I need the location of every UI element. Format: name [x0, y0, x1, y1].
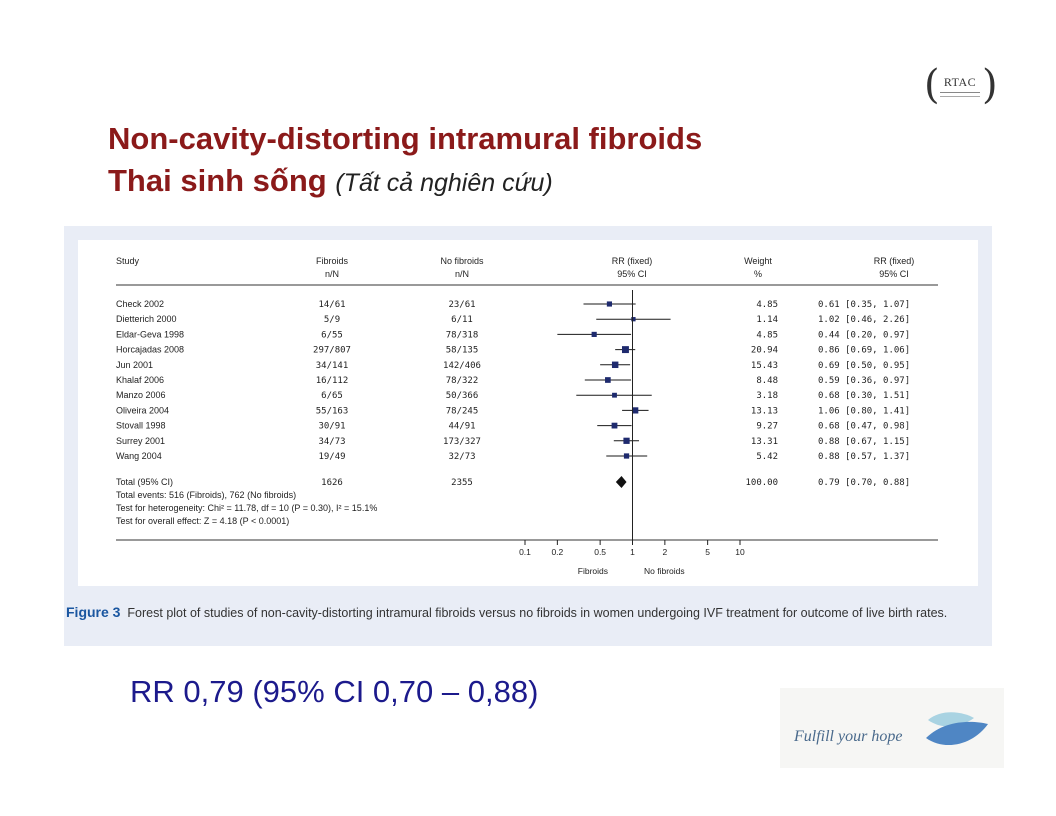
study-fibroids: 5/9 — [323, 315, 341, 326]
total-label: Total (95% CI) — [116, 477, 174, 487]
study-fibroids: 34/141 — [315, 360, 349, 371]
figure-caption — [66, 602, 988, 623]
study-name: Jun 2001 — [116, 359, 154, 370]
brand-box — [780, 688, 1004, 768]
study-weight: 20.94 — [750, 345, 778, 356]
logo-right-paren: ) — [982, 62, 998, 108]
study-row — [116, 329, 910, 340]
study-name: Wang 2004 — [116, 451, 162, 461]
study-row — [116, 345, 910, 356]
caption-text: Forest plot of studies of non-cavity-distorting intramural fibroids versus no fibroids in women undergoing IVF treatment for outcome of live birth rates. — [127, 606, 948, 620]
study-weight: 15.43 — [750, 360, 778, 371]
study-fibroids: 34/73 — [318, 436, 346, 447]
study-ci: 0.88 [0.57, 1.37] — [818, 452, 911, 462]
study-ci: 0.44 [0.20, 0.97] — [818, 330, 911, 341]
header-fibroids: Fibroids — [315, 256, 349, 266]
study-row — [116, 390, 910, 401]
header-study: Study — [116, 256, 140, 266]
study-row — [116, 360, 910, 371]
header-no-fibroids-sub: n/N — [454, 269, 470, 279]
study-name: Manzo 2006 — [116, 390, 166, 401]
study-ci: 0.68 [0.30, 1.51] — [818, 391, 911, 402]
study-no-fibroids: 58/135 — [445, 345, 479, 356]
header-weight: Weight — [744, 256, 772, 266]
study-weight: 5.42 — [756, 452, 778, 462]
study-name: Stovall 1998 — [116, 420, 166, 431]
forest-plot — [78, 240, 978, 586]
study-ci: 0.68 [0.47, 0.98] — [818, 421, 911, 432]
study-weight: 13.31 — [750, 436, 778, 447]
logo-left-paren: ( — [924, 62, 940, 108]
effect-marker — [612, 423, 618, 429]
effect-marker — [612, 362, 618, 368]
study-weight: 8.48 — [756, 376, 778, 386]
effect-marker — [632, 407, 638, 413]
summary-result: RR 0,79 (95% CI 0,70 – 0,88) — [130, 674, 539, 709]
study-ci: 0.88 [0.67, 1.15] — [818, 436, 911, 447]
header-rr: RR (fixed) — [611, 256, 653, 266]
study-no-fibroids: 173/327 — [443, 436, 481, 447]
header-rr-text: RR (fixed) — [873, 256, 915, 266]
logo-subline — [940, 92, 980, 93]
study-no-fibroids: 142/406 — [443, 360, 481, 371]
axis-tick-label: 0.5 — [594, 547, 607, 557]
study-name: Horcajadas 2008 — [116, 344, 185, 355]
study-fibroids: 19/49 — [318, 452, 346, 462]
axis-left-label: Fibroids — [577, 566, 608, 576]
forest-plot-figure — [78, 240, 978, 586]
title-line-1: Non-cavity-distorting intramural fibroids — [108, 121, 703, 156]
study-no-fibroids: 44/91 — [448, 421, 476, 432]
axis-tick-label: 5 — [705, 547, 711, 557]
study-name: Check 2002 — [116, 299, 165, 309]
total-fibroids: 1626 — [321, 478, 343, 488]
logo-subline — [940, 96, 980, 97]
slide-title — [108, 118, 702, 204]
study-fibroids: 6/65 — [321, 391, 343, 402]
logo-name: RTAC — [943, 75, 977, 89]
title-line-2 — [108, 160, 702, 204]
study-fibroids: 14/61 — [318, 300, 346, 310]
effect-marker — [623, 438, 629, 444]
study-no-fibroids: 78/318 — [445, 330, 479, 341]
study-name: Surrey 2001 — [116, 435, 166, 446]
study-row — [116, 405, 910, 416]
axis-tick-label: 0.2 — [551, 547, 564, 557]
total-no-fibroids: 2355 — [451, 478, 473, 488]
study-name: Eldar-Geva 1998 — [116, 329, 185, 340]
study-fibroids: 6/55 — [321, 330, 343, 341]
study-ci: 1.02 [0.46, 2.26] — [818, 315, 911, 326]
effect-marker — [624, 453, 629, 458]
study-row — [116, 299, 910, 310]
study-weight: 4.85 — [756, 330, 778, 341]
note-events: Total events: 516 (Fibroids), 762 (No fibroids) — [116, 490, 297, 500]
study-fibroids: 55/163 — [315, 406, 349, 417]
study-weight: 3.18 — [756, 391, 778, 402]
header-no-fibroids: No fibroids — [440, 256, 484, 266]
total-ci: 0.79 [0.70, 0.88] — [818, 478, 911, 488]
rtac-logo — [924, 62, 998, 112]
study-row — [116, 436, 910, 447]
study-row — [116, 421, 910, 432]
total-weight: 100.00 — [745, 478, 778, 488]
effect-marker — [631, 317, 635, 321]
title-line-2-italic: (Tất cả nghiên cứu) — [335, 169, 553, 197]
study-ci: 0.61 [0.35, 1.07] — [818, 300, 911, 310]
axis-tick-label: 2 — [662, 547, 668, 557]
study-name: Dietterich 2000 — [116, 314, 177, 325]
axis-tick-label: 10 — [735, 547, 745, 557]
effect-marker — [592, 332, 597, 337]
brand-slogan: Fulfill your hope — [794, 728, 903, 745]
axis-tick-label: 0.1 — [519, 547, 531, 557]
study-fibroids: 16/112 — [315, 376, 349, 386]
study-weight: 9.27 — [756, 421, 778, 432]
header-fibroids-sub: n/N — [324, 269, 340, 279]
leaf-logo-icon — [922, 710, 992, 760]
study-no-fibroids: 78/322 — [445, 376, 479, 386]
study-weight: 1.14 — [756, 315, 778, 326]
study-ci: 0.69 [0.50, 0.95] — [818, 360, 911, 371]
study-fibroids: 30/91 — [318, 421, 346, 432]
study-fibroids: 297/807 — [313, 345, 351, 356]
note-heterogeneity: Test for heterogeneity: Chi² = 11.78, df = 10 (P = 0.30), I² = 15.1% — [116, 503, 378, 513]
axis-tick-label: 1 — [630, 547, 635, 557]
study-weight: 13.13 — [750, 406, 778, 417]
effect-marker — [605, 377, 611, 383]
effect-marker — [607, 301, 612, 306]
study-row — [116, 314, 910, 325]
title-line-2-main: Thai sinh sống — [108, 163, 327, 198]
study-ci: 1.06 [0.80, 1.41] — [818, 406, 911, 417]
leaf-dark-icon — [926, 722, 988, 745]
study-no-fibroids: 23/61 — [448, 300, 476, 310]
effect-marker — [622, 346, 629, 353]
note-overall-effect: Test for overall effect: Z = 4.18 (P < 0.0001) — [116, 516, 290, 526]
study-name: Khalaf 2006 — [116, 375, 165, 385]
header-rr-sub: 95% CI — [617, 269, 647, 279]
pooled-diamond — [616, 476, 627, 488]
study-no-fibroids: 78/245 — [445, 406, 479, 417]
header-weight-sub: % — [753, 269, 763, 279]
study-row — [116, 451, 910, 462]
axis-right-label: No fibroids — [644, 566, 685, 576]
effect-marker — [612, 393, 617, 398]
study-no-fibroids: 6/11 — [451, 315, 473, 326]
study-no-fibroids: 50/366 — [445, 391, 479, 402]
study-ci: 0.86 [0.69, 1.06] — [818, 345, 911, 356]
study-no-fibroids: 32/73 — [448, 452, 476, 462]
study-ci: 0.59 [0.36, 0.97] — [818, 376, 911, 386]
study-name: Oliveira 2004 — [116, 405, 170, 416]
study-row — [116, 375, 910, 386]
header-rr-text-sub: 95% CI — [879, 269, 909, 279]
study-weight: 4.85 — [756, 300, 778, 310]
caption-label: Figure 3 — [66, 604, 121, 620]
